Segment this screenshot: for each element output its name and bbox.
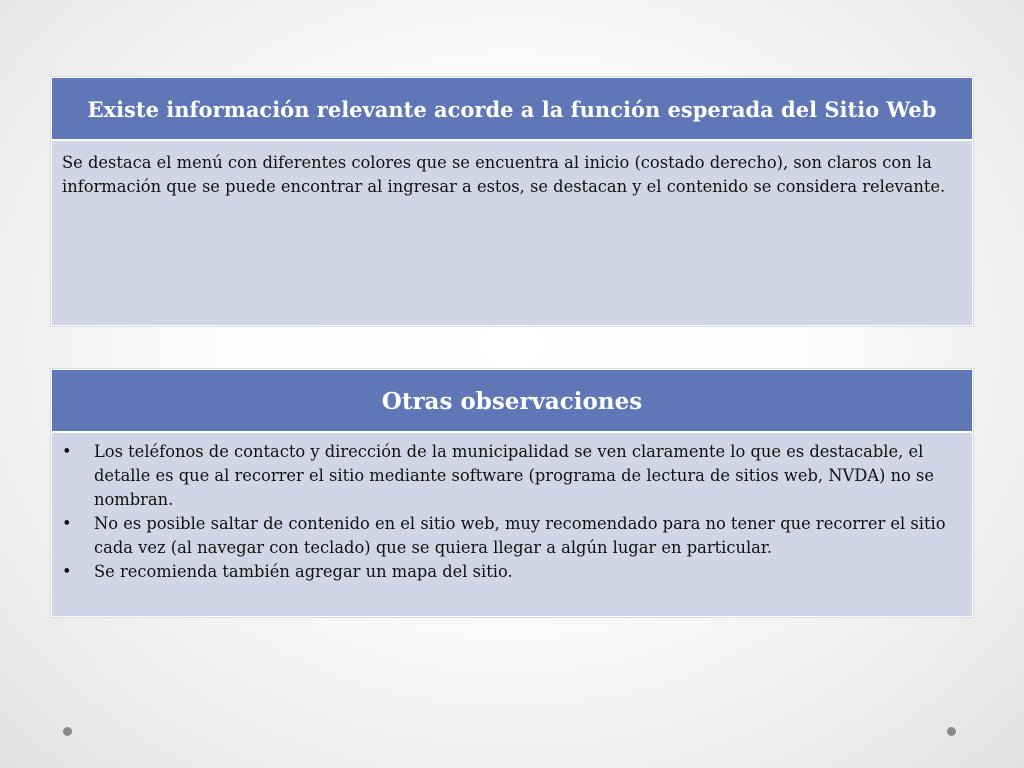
bullet-icon: • — [62, 562, 72, 581]
bullet-icon: • — [62, 442, 72, 461]
decorative-dot-left — [63, 727, 72, 736]
list-item — [62, 512, 958, 560]
decorative-dot-right — [947, 727, 956, 736]
bullet-icon: • — [62, 514, 72, 533]
relevance-table — [51, 77, 973, 326]
observations-table-body — [52, 433, 972, 616]
list-item-text: No es posible saltar de contenido en el sitio web, muy recomendado para no tener que recorrer el sitio cada vez (al navegar con teclado) que se quiera llegar a algún lugar en particular. — [94, 514, 946, 557]
list-item-text: Se recomienda también agregar un mapa del sitio. — [94, 562, 513, 581]
relevance-table-body — [52, 141, 972, 325]
list-item — [62, 440, 958, 512]
list-item-text: Los teléfonos de contacto y dirección de la municipalidad se ven claramente lo que es destacable, el detalle es que al recorrer el sitio mediante software (programa de lectura de sitios web, NVDA) no se nombran. — [94, 442, 935, 509]
relevance-table-header: Existe información relevante acorde a la función esperada del Sitio Web — [52, 78, 972, 141]
observations-table — [51, 369, 973, 617]
relevance-text: Se destaca el menú con diferentes colores que se encuentra al inicio (costado derecho), son claros con la información que se puede encontrar al ingresar a estos, se destacan y el contenido se considera relevante. — [62, 153, 946, 196]
observations-table-header: Otras observaciones — [52, 370, 972, 433]
observations-list — [62, 440, 958, 584]
list-item — [62, 560, 958, 584]
